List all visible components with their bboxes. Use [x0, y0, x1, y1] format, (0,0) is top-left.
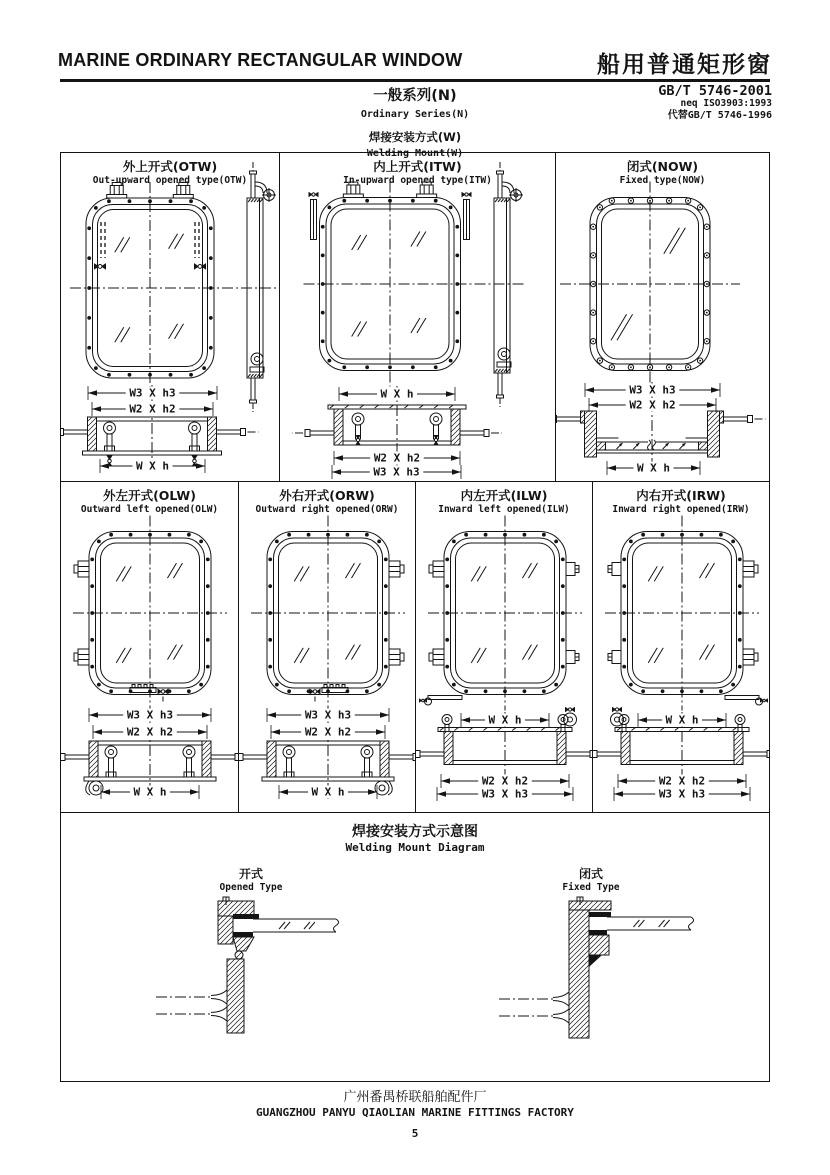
mount-label-english: Welding Mount(W)	[366, 148, 464, 159]
panel-title-english: In-upward opened type(ITW)	[343, 175, 492, 186]
dimension-label: W2 X h2	[129, 402, 176, 416]
dimension-label: W3 X h3	[629, 383, 676, 397]
dimension-label: W X h	[311, 785, 345, 799]
welding-diagram-row	[61, 812, 769, 1080]
welding-mount-diagram-cell	[61, 813, 769, 1080]
welding-diagram-title	[61, 821, 769, 854]
page-title-english: MARINE ORDINARY RECTANGULAR WINDOW	[58, 50, 463, 70]
panel-title	[239, 486, 415, 515]
panel-now-drawing	[556, 153, 769, 481]
panel-title-chinese: 闭式(NOW)	[626, 159, 699, 174]
dimension-label: W3 X h3	[129, 386, 176, 400]
front-view	[251, 516, 405, 711]
fixed-type-label	[521, 865, 661, 893]
dimension-label: W3 X h3	[304, 708, 352, 722]
welding-title-english: Welding Mount Diagram	[345, 841, 485, 854]
dimension-label: W2 X h2	[373, 451, 421, 465]
standard-number: GB/T 5746-2001	[658, 83, 772, 99]
dimension-label: W3 X h3	[658, 787, 706, 801]
standard-replaces: 代替GB/T 5746-1996	[667, 109, 772, 121]
panel-title-english: Inward right opened(IRW)	[612, 504, 750, 515]
dimension-label: W2 X h2	[658, 774, 706, 788]
dimension-label: W3 X h3	[126, 708, 174, 722]
panel-otw	[61, 153, 279, 481]
welding-fixed-section	[499, 897, 694, 1038]
panel-ilw-drawing	[416, 482, 592, 812]
panel-title-english: Out-upward opened type(OTW)	[92, 175, 248, 186]
dimension-label: W X h	[133, 785, 167, 799]
factory-name-english: GUANGZHOU PANYU QIAOLIAN MARINE FITTINGS FACTORY	[256, 1106, 574, 1119]
panel-title-chinese: 外左开式(OLW)	[103, 488, 196, 503]
dimension-label: W2 X h2	[304, 725, 352, 739]
dimension-label: W2 X h2	[126, 725, 174, 739]
panel-title-english: Fixed type(NOW)	[619, 175, 706, 186]
drawing-row-top-types	[61, 153, 769, 481]
panel-ilw	[415, 482, 592, 812]
fixed-type-chinese: 闭式	[578, 867, 603, 881]
panel-title-chinese: 内上开式(ITW)	[373, 159, 462, 174]
welding-opened-section	[156, 897, 339, 1033]
panel-irw-drawing	[593, 482, 769, 812]
dimension-label: W X h	[380, 387, 414, 401]
panel-title	[556, 157, 769, 186]
panel-orw	[238, 482, 415, 812]
panel-title-english: Outward right opened(ORW)	[255, 504, 399, 515]
front-view	[70, 182, 279, 394]
series-label-english: Ordinary Series(N)	[360, 109, 470, 120]
panel-olw-drawing	[61, 482, 238, 812]
front-view	[605, 516, 768, 711]
standard-equivalent: neq ISO3903:1993	[680, 98, 772, 110]
dimension-label: W X h	[665, 713, 699, 727]
opened-type-english: Opened Type	[219, 882, 283, 893]
panel-title-english: Outward left opened(OLW)	[80, 504, 219, 515]
panel-itw-drawing	[280, 153, 555, 481]
dimension-label: W X h	[135, 459, 170, 473]
series-label-chinese: 一般系列(N)	[373, 88, 457, 104]
panel-olw	[61, 482, 238, 812]
header-rule	[60, 79, 770, 82]
panel-now	[555, 153, 769, 481]
dimension-label: W X h	[636, 461, 671, 475]
panel-orw-drawing	[239, 482, 415, 812]
panel-itw	[279, 153, 555, 481]
front-view	[560, 182, 740, 387]
panel-irw	[592, 482, 769, 812]
panel-title-chinese: 外上开式(OTW)	[122, 159, 218, 174]
dimension-label: W X h	[488, 713, 522, 727]
drawing-table	[60, 152, 770, 1082]
mount-label-chinese: 焊接安装方式(W)	[368, 130, 462, 144]
panel-title	[593, 486, 769, 515]
panel-title	[280, 157, 555, 186]
front-view	[419, 516, 582, 711]
factory-name-chinese: 广州番禺桥联船舶配件厂	[343, 1090, 487, 1105]
panel-title-english: Inward left opened(ILW)	[438, 504, 570, 515]
front-view	[304, 182, 527, 387]
opened-type-label	[181, 865, 321, 893]
dimension-label: W3 X h3	[481, 787, 529, 801]
dimension-label: W2 X h2	[481, 774, 529, 788]
front-view	[73, 516, 227, 711]
welding-title-chinese: 焊接安装方式示意图	[352, 824, 478, 840]
drawing-row-side-types	[61, 481, 769, 812]
panel-otw-drawing	[61, 153, 279, 481]
series-block	[0, 84, 830, 159]
panel-title	[61, 486, 238, 515]
fixed-type-english: Fixed Type	[562, 882, 620, 893]
panel-title-chinese: 内左开式(ILW)	[460, 488, 548, 503]
page-title-chinese: 船用普通矩形窗	[597, 52, 772, 78]
panel-title	[416, 486, 592, 515]
panel-title-chinese: 外右开式(ORW)	[279, 488, 375, 503]
dimension-label: W2 X h2	[629, 398, 676, 412]
panel-title	[61, 157, 279, 186]
side-view	[247, 162, 276, 412]
opened-type-chinese: 开式	[238, 867, 263, 881]
panel-title-chinese: 内右开式(IRW)	[636, 488, 726, 503]
page-number: 5	[411, 1127, 419, 1140]
dimension-label: W3 X h3	[373, 465, 420, 479]
page-footer	[0, 1086, 830, 1140]
